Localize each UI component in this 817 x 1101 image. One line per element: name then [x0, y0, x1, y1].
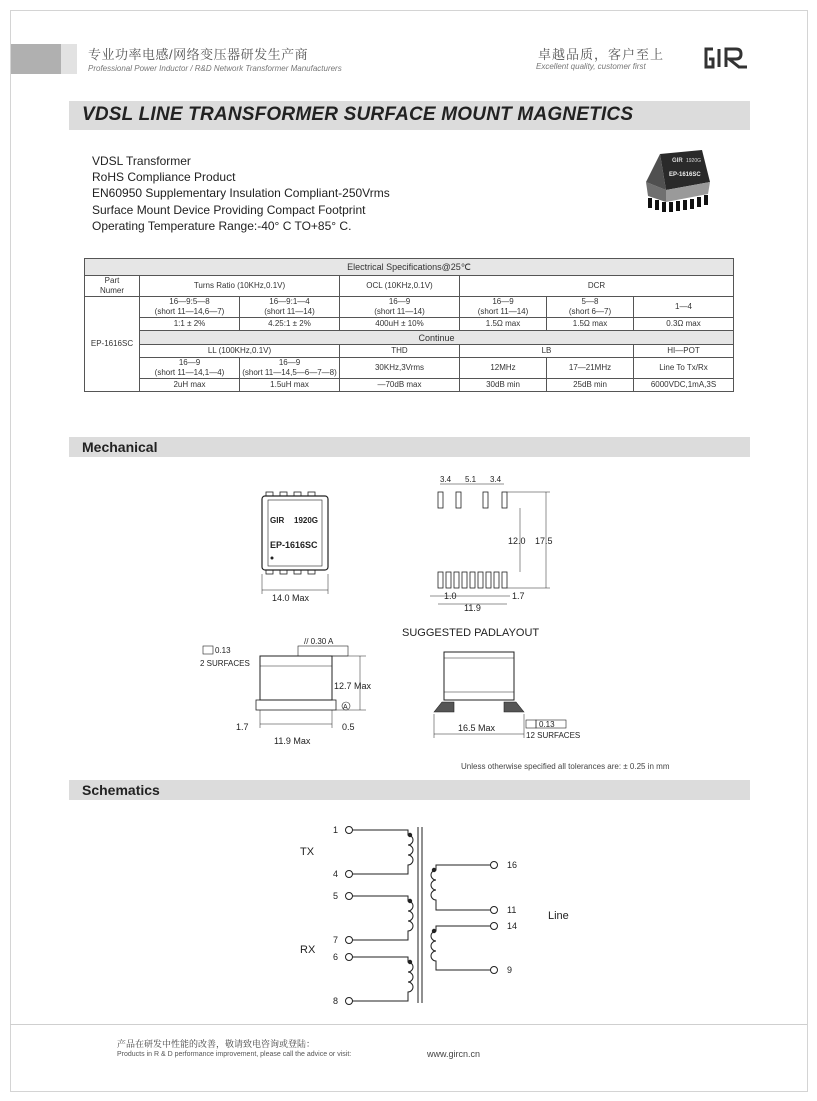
rx-label: RX [300, 944, 316, 956]
header-right-en: Excellent quality, customer first [536, 62, 646, 71]
dim-width: 14.0 Max [272, 593, 310, 603]
product-part: EP-1616SC [669, 172, 701, 178]
schematics-section-bar [69, 780, 750, 800]
spec-cell: 17—21MHz [547, 358, 634, 379]
pad-layout [430, 484, 550, 604]
spec-cell: 400uH ± 10% [340, 318, 460, 331]
pin1-dot [271, 557, 274, 560]
spec-cell: 16—9 (short 11—14) [340, 297, 460, 318]
side-dim-05: 0.5 [342, 722, 355, 732]
pin-11: 11 [507, 905, 517, 915]
spec-cell: 16—9 (short 11—14,5—6—7—8) [240, 358, 340, 379]
spec-cell: 16—9:5—8 (short 11—14,6—7) [140, 297, 240, 318]
header-right-cn: 卓越品质，客户至上 [538, 47, 665, 62]
product-brand: GIR [672, 158, 683, 164]
electrical-spec-table [84, 258, 734, 392]
pad-dim-10: 1.0 [444, 591, 457, 601]
pin-4: 4 [333, 869, 339, 879]
spec-cell: 30dB min [460, 379, 547, 392]
pin-14: 14 [507, 921, 518, 931]
spec-cell: 12MHz [460, 358, 547, 379]
footer-divider [10, 1024, 807, 1025]
spec-cell: 25dB min [547, 379, 634, 392]
polarity-dot [432, 929, 436, 933]
footer-en: Products in R & D performance improvement, please call the advice or visit: [117, 1051, 352, 1058]
spec-cell: 30KHz,3Vrms [340, 358, 460, 379]
feature-item: RoHS Compliance Product [92, 170, 236, 185]
front-dim-165: 16.5 Max [458, 723, 496, 733]
pin-6: 6 [333, 952, 339, 962]
header-left-cn: 专业功率电感/网络变压器研发生产商 [88, 47, 309, 62]
spec-cell: 4.25:1 ± 2% [240, 318, 340, 331]
spec-cell: 1—4 [634, 297, 734, 318]
top-view-code: 1920G [294, 516, 319, 525]
spec-cell: 6000VDC,1mA,3S [634, 379, 734, 392]
pin-16: 16 [507, 860, 518, 870]
pin-5: 5 [333, 891, 339, 901]
spec-cell: 16—9:1—4 (short 11—14) [240, 297, 340, 318]
spec-cell: —70dB max [340, 379, 460, 392]
pad-dim-119: 11.9 [464, 603, 481, 613]
pad-dim-175: 17.5 [535, 536, 553, 546]
turns-ratio-header: Turns Ratio (10KHz,0.1V) [140, 276, 340, 297]
ocl-header: OCL (10KHz,0.1V) [340, 276, 460, 297]
pad-dim-17: 1.7 [512, 591, 525, 601]
polarity-dot [408, 960, 412, 964]
feature-item: VDSL Transformer [92, 154, 191, 168]
part-number-header: Part Numer [85, 276, 140, 297]
pad-layout-label: SUGGESTED PADLAYOUT [402, 627, 540, 639]
top-view-logo: GIR [270, 516, 285, 525]
spec-cell: 1:1 ± 2% [140, 318, 240, 331]
product-code: 1920G [686, 158, 702, 164]
pin-8: 8 [333, 996, 339, 1006]
footer-url[interactable]: www.gircn.cn [427, 1049, 481, 1059]
feature-item: EN60950 Supplementary Insulation Compliant-250Vrms [92, 186, 390, 201]
mechanical-section-bar [69, 437, 750, 457]
side-dim-17: 1.7 [236, 722, 249, 732]
spec-cell: 1.5uH max [240, 379, 340, 392]
pin-7: 7 [333, 935, 339, 945]
top-view-part: EP-1616SC [270, 540, 318, 550]
line-label: Line [548, 910, 569, 922]
pad-dim-120: 12.0 [508, 536, 526, 546]
dcr-header: DCR [460, 276, 734, 297]
polarity-dot [408, 833, 412, 837]
two-surfaces-label: 2 SURFACES [200, 659, 250, 668]
gir-logo [703, 44, 751, 72]
header-accent-block [11, 44, 61, 74]
pad-dim-51: 5.1 [465, 475, 477, 484]
spec-cell: 16—9 (short 11—14) [460, 297, 547, 318]
spec-table-title: Electrical Specifications@25℃ [85, 259, 734, 276]
spec-cell: Line To Tx/Rx [634, 358, 734, 379]
ll-header: LL (100KHz,0.1V) [140, 345, 340, 358]
parallelism-label: // 0.30 A [304, 637, 334, 646]
feature-list [92, 153, 390, 234]
height-label: 12.7 Max [334, 681, 372, 691]
polarity-dot [408, 899, 412, 903]
pad-dim-34b: 3.4 [490, 475, 502, 484]
part-number-cell: EP-1616SC [85, 297, 140, 392]
tolerance-note: Unless otherwise specified all tolerances are: ± 0.25 in mm [461, 762, 670, 771]
thd-header: THD [340, 345, 460, 358]
hipot-header: HI—POT [634, 345, 734, 358]
spec-cell: 1.5Ω max [547, 318, 634, 331]
product-photo [636, 142, 716, 218]
datum-label: A [343, 704, 348, 711]
spec-cell: 16—9 (short 11—14,1—4) [140, 358, 240, 379]
mechanical-drawing [190, 470, 620, 760]
twelve-surfaces-label: 12 SURFACES [526, 731, 581, 740]
spec-cell: 1.5Ω max [460, 318, 547, 331]
pad-dim-34a: 3.4 [440, 475, 452, 484]
spec-cell: 5—8 (short 6—7) [547, 297, 634, 318]
feature-item: Surface Mount Device Providing Compact Footprint [92, 202, 366, 217]
pin-9: 9 [507, 965, 513, 975]
tx-label: TX [300, 846, 315, 858]
feature-item: Operating Temperature Range:-40° C TO+85° C. [92, 218, 352, 233]
header-left-en: Professional Power Inductor / R&D Network Transformer Manufacturers [88, 64, 342, 73]
header-accent-block-light [61, 44, 77, 74]
footer-cn: 产品在研发中性能的改善，敬请致电咨询或登陆： [117, 1039, 316, 1049]
mechanical-title: Mechanical [82, 439, 158, 455]
continue-row: Continue [140, 331, 734, 345]
spec-cell: 0.3Ω max [634, 318, 734, 331]
spec-cell: 2uH max [140, 379, 240, 392]
flatness-value: 0.13 [215, 646, 231, 655]
lb-header: LB [460, 345, 634, 358]
side-dim-119: 11.9 Max [274, 736, 311, 746]
page-title: VDSL LINE TRANSFORMER SURFACE MOUNT MAGNETICS [82, 104, 634, 125]
pin-1: 1 [333, 825, 339, 835]
schematics-title: Schematics [82, 782, 160, 798]
polarity-dot [432, 868, 436, 872]
schematic-diagram [290, 815, 590, 1015]
flatness-value-2: 0.13 [539, 720, 555, 729]
